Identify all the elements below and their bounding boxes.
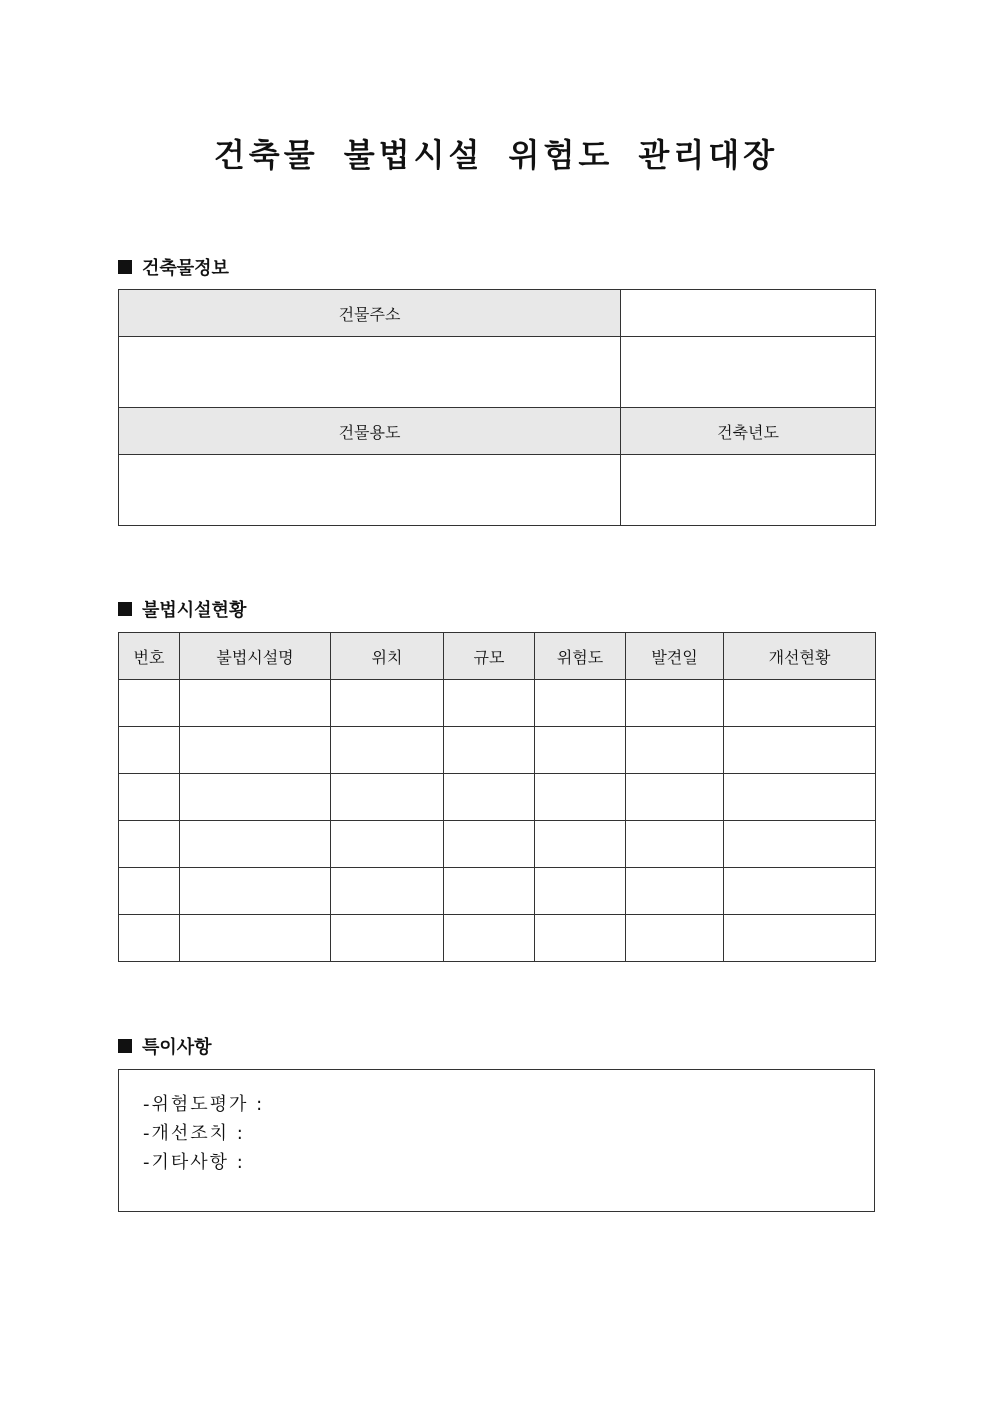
remarks-line-other: -기타사항 :: [143, 1152, 245, 1173]
table-row: [119, 680, 876, 727]
table-cell[interactable]: [535, 868, 626, 915]
section-heading-label: 불법시설현황: [142, 600, 247, 621]
table-cell[interactable]: [180, 680, 331, 727]
table-cell[interactable]: [331, 680, 444, 727]
table-cell[interactable]: [724, 774, 876, 821]
building-info-table: [118, 289, 876, 526]
table-cell[interactable]: [444, 680, 535, 727]
table-cell[interactable]: [444, 727, 535, 774]
square-bullet-icon: [118, 260, 132, 274]
address-extra-cell[interactable]: [621, 290, 876, 337]
section-heading-illegal-facilities: [118, 596, 246, 622]
use-label-cell: 건물용도: [119, 408, 621, 455]
table-cell[interactable]: [331, 915, 444, 962]
table-cell[interactable]: [724, 680, 876, 727]
table-cell[interactable]: [535, 821, 626, 868]
page-title: 건축물 불법시설 위험도 관리대장: [213, 136, 779, 174]
table-cell[interactable]: [626, 915, 724, 962]
header-risk: 위험도: [535, 633, 626, 680]
table-cell[interactable]: [724, 727, 876, 774]
table-cell[interactable]: [626, 727, 724, 774]
table-cell[interactable]: [180, 868, 331, 915]
table-cell[interactable]: [331, 774, 444, 821]
table-cell[interactable]: [444, 821, 535, 868]
section-heading-building-info: [118, 254, 229, 280]
address-label-cell: 건물주소: [119, 290, 621, 337]
table-cell[interactable]: [180, 821, 331, 868]
table-cell[interactable]: [444, 868, 535, 915]
square-bullet-icon: [118, 602, 132, 616]
illegal-facilities-table: [118, 632, 876, 962]
table-cell[interactable]: [535, 727, 626, 774]
table-cell[interactable]: [331, 868, 444, 915]
table-cell[interactable]: [119, 915, 180, 962]
table-cell[interactable]: [444, 915, 535, 962]
square-bullet-icon: [118, 1039, 132, 1053]
table-cell[interactable]: [331, 727, 444, 774]
remarks-line-improvement-action: -개선조치 :: [143, 1123, 245, 1144]
year-label-cell: 건축년도: [621, 408, 876, 455]
table-row: [119, 915, 876, 962]
table-cell[interactable]: [535, 774, 626, 821]
section-heading-remarks: [118, 1033, 212, 1059]
header-scale: 규모: [444, 633, 535, 680]
use-value-cell[interactable]: [119, 455, 621, 526]
header-found-date: 발견일: [626, 633, 724, 680]
table-cell[interactable]: [180, 774, 331, 821]
section-heading-label: 특이사항: [142, 1037, 212, 1058]
address-value-extra-cell[interactable]: [621, 337, 876, 408]
address-value-cell[interactable]: [119, 337, 621, 408]
table-cell[interactable]: [535, 680, 626, 727]
table-cell[interactable]: [119, 868, 180, 915]
table-cell[interactable]: [626, 821, 724, 868]
remarks-line-risk-assessment: -위험도평가 :: [143, 1094, 265, 1115]
table-cell[interactable]: [119, 727, 180, 774]
table-cell[interactable]: [626, 680, 724, 727]
table-cell[interactable]: [119, 680, 180, 727]
table-row: [119, 774, 876, 821]
table-row: [119, 727, 876, 774]
table-cell[interactable]: [535, 915, 626, 962]
header-improvement: 개선현황: [724, 633, 876, 680]
table-cell[interactable]: [724, 868, 876, 915]
year-value-cell[interactable]: [621, 455, 876, 526]
table-cell[interactable]: [724, 821, 876, 868]
header-facility-name: 불법시설명: [180, 633, 331, 680]
table-cell[interactable]: [626, 774, 724, 821]
table-cell[interactable]: [626, 868, 724, 915]
table-cell[interactable]: [444, 774, 535, 821]
header-number: 번호: [119, 633, 180, 680]
table-cell[interactable]: [119, 774, 180, 821]
table-row: [119, 868, 876, 915]
table-cell[interactable]: [724, 915, 876, 962]
table-cell[interactable]: [180, 915, 331, 962]
table-row: [119, 821, 876, 868]
header-location: 위치: [331, 633, 444, 680]
table-cell[interactable]: [180, 727, 331, 774]
section-heading-label: 건축물정보: [142, 258, 229, 279]
table-cell[interactable]: [331, 821, 444, 868]
remarks-box[interactable]: [118, 1069, 875, 1212]
table-cell[interactable]: [119, 821, 180, 868]
